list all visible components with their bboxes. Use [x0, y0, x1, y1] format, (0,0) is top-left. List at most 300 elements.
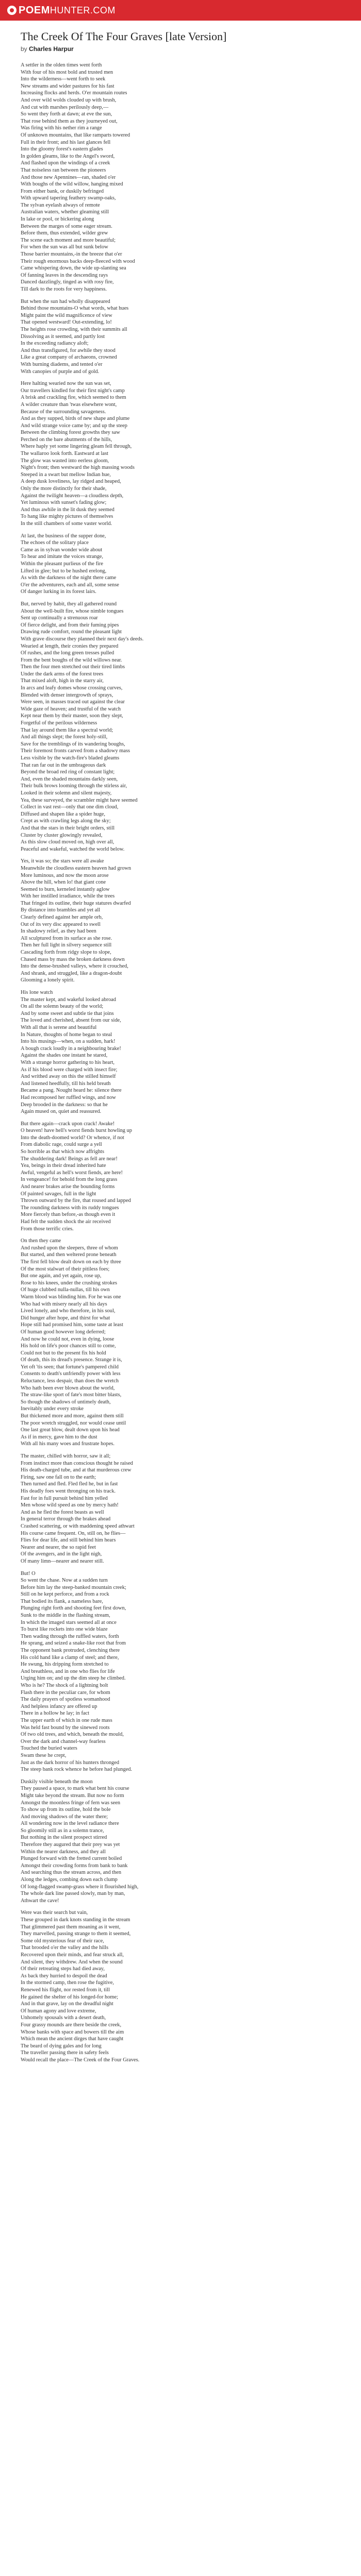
poem-line: Who is he? The shock of a lightning bolt — [21, 1683, 108, 1688]
poem-line: The sylvan eyelash always of remote — [21, 202, 100, 208]
poem-line: More fiercely than before,-as though even it — [21, 1212, 116, 1218]
poem-line: Of two old trees, and which, beneath the mould, — [21, 1732, 124, 1738]
poem-line: From those terrific cries. — [21, 1226, 74, 1232]
poem-line: Came as in sylvan wonder wide about — [21, 547, 103, 553]
poem-line: That ran far out in the umbrageous dark — [21, 762, 106, 768]
poem-line: Were seen, in masses traced out against the clear — [21, 699, 125, 705]
poem-line: Clearly defined against her ample orb, — [21, 914, 103, 921]
poem-line: Of unknown mountains, that like ramparts towered — [21, 132, 130, 138]
poem-line: The master, chilled with horror, saw it all; — [21, 1453, 111, 1459]
poem-line: With burning diadems, and tented o'er — [21, 361, 103, 367]
poem-line: Forgetful of the perilous wilderness — [21, 720, 97, 726]
poem-line: In general terror through the brakes ahead — [21, 1516, 111, 1522]
poem-line: Behind those mountains-O what words, what hues — [21, 306, 129, 312]
poem-line: Of huge clubbed nulla-nullas, till his own — [21, 1287, 110, 1293]
poem-line: As if in mercy, gave him to the dust — [21, 1434, 97, 1440]
poem-line: Fast for in full pursuit behind him yelled — [21, 1495, 108, 1501]
poem-line: On then they came — [21, 1238, 61, 1244]
poem-line: Amongst their crowding forms from bank to bank — [21, 1862, 128, 1869]
poem-line: He sprang, and seized a snake-like root that from — [21, 1640, 126, 1647]
poem-line: In golden gleams, like to the Angel's sword, — [21, 153, 115, 159]
stanza — [21, 1453, 340, 1565]
poem-line: But nothing in the silent prospect stirred — [21, 1835, 107, 1841]
site-logo[interactable] — [7, 5, 116, 16]
poem-line: Just as the dark horror of his hunters thronged — [21, 1759, 120, 1766]
poem-line: And moving shadows of the water there; — [21, 1814, 108, 1820]
poem-line: Increasing flocks and herds. O'er mountain routes — [21, 90, 127, 96]
poem-line: They marvelled, passing strange to them it seemed, — [21, 1931, 131, 1937]
poem-line: Who had with misery nearly all his days — [21, 1301, 107, 1307]
poem-line: In shadowy relief, as they had been — [21, 928, 96, 935]
logo-tld-text: HUNTER.COM — [50, 5, 116, 15]
poem-line: Into the wilderness—went forth to seek — [21, 76, 106, 82]
poem-line: From the bent boughs of the wild willows near. — [21, 657, 122, 663]
poem-line: And breathless, and in one who flies for life — [21, 1668, 115, 1674]
poem-line: But, nerved by habit, they all gathered round — [21, 601, 117, 607]
poem-line: So gloomily still as in a solemn trance, — [21, 1827, 104, 1834]
poem-line: Wide gaze of heaven; and trustful of the watch — [21, 706, 121, 712]
poem-line: Diffused and shapen like a spider huge, — [21, 811, 105, 817]
site-header — [0, 0, 361, 21]
stanza — [21, 1238, 340, 1448]
poem-line: Glooming a lonely spirit. — [21, 977, 75, 984]
poem-line: As with the darkness of the night there came — [21, 575, 117, 581]
poem-line: Sent up continually a strenuous roar — [21, 615, 98, 621]
poem-line: Came whispering down, the wide up-slanting sea — [21, 265, 126, 272]
poem-line: The upper earth of which in one rude mass — [21, 1717, 112, 1723]
poem-line: But started, and then weltered prone beneath — [21, 1252, 117, 1258]
poem-line: Were was their search but vain, — [21, 1910, 88, 1916]
poem-line: Plunged forward with the fretted current boiled — [21, 1856, 122, 1862]
poem-line: Then turned and fled. Fled fled he, but in fast — [21, 1481, 118, 1487]
poem-line: So horrible as that which now affrights — [21, 1149, 104, 1155]
poem-line: Renewed his flight, nor rested from it, till — [21, 1987, 110, 1993]
poem-line: New streams and wider pastures for his fast — [21, 83, 114, 89]
poem-line: Then her full light in silvery sequence still — [21, 942, 112, 948]
poem-line: Because of the surrounding savageness. — [21, 409, 106, 415]
poem-line: Of the avengers, and in the light nigh, — [21, 1551, 102, 1557]
poem-line: Would recall the place—The Creek of the Four Graves. — [21, 2057, 140, 2063]
poem-line: Under the dark arms of the forest trees — [21, 671, 104, 677]
poem-line: And searching thus the stream across, and then — [21, 1870, 122, 1876]
poem-line: With grave discourse they planned their next day's deeds. — [21, 636, 144, 642]
poem-line: And flashed upon the windings of a creek — [21, 160, 110, 166]
poem-line: Thrown outward by the fire, that roused and lapped — [21, 1198, 131, 1204]
poem-line: Touched the buried waters — [21, 1745, 77, 1752]
poem-line: In arcs and leafy domes whose crossing curves, — [21, 685, 123, 691]
poem-line: Could not but to the present fix his hold — [21, 1350, 106, 1356]
poem-line: O'er the adventurers, each and all, some sense — [21, 582, 119, 588]
poem-line: And by some sweet and subtle tie that joins — [21, 1010, 114, 1016]
poem-line: Looked in their solemn and silent majesty, — [21, 790, 112, 796]
poem-line: And as they supped, birds of new shape and plume — [21, 416, 130, 422]
poem-line: Less visible by the watch-fire's bladed gleams — [21, 755, 120, 761]
poem-line: Of human agony and love extreme, — [21, 2008, 96, 2014]
poem-line: Night's front; then westward the high massing woods — [21, 465, 135, 471]
poem-line: From either bank, or duskily befringed — [21, 188, 104, 194]
poem-line: As back they hurried to despoil the dead — [21, 1973, 107, 1979]
poem-line: With all his many woes and frustrate hopes. — [21, 1441, 114, 1447]
poem-line: Collect in vast rest—only that one dim cloud, — [21, 804, 119, 810]
poem-line: Till dark to the roots for very happiness. — [21, 286, 107, 292]
poem-line: Became a pang. Nought heard he: silence there — [21, 1088, 122, 1094]
poem-line: The steep bank rock whence he before had plunged. — [21, 1767, 133, 1773]
poem-line: His lone watch — [21, 990, 53, 995]
poem-line: In lake or pool, or bickering along — [21, 216, 94, 223]
poem-line: Cascading forth from ridgy slope to slope, — [21, 950, 111, 956]
poem-line: The beard of dying gales and for long — [21, 2043, 102, 2049]
poem-line: One last great blow, dealt down upon his head — [21, 1427, 120, 1433]
poem-line: The straw-like sport of fate's most bitter blasts, — [21, 1392, 122, 1398]
poem-author[interactable]: Charles Harpur — [29, 45, 74, 53]
poem-line: That opened westward! Out-extending, lo! — [21, 319, 112, 326]
poem-line: Of painted savages, full in the light — [21, 1191, 96, 1197]
poem-line: In the exceeding radiancy aloft; — [21, 341, 89, 347]
poem-line: So went the chase. Now at a sudden turn — [21, 1578, 108, 1584]
poem-line: Again mused on, quiet and reassured. — [21, 1109, 102, 1115]
poem-line: That brooded o'er the valley and the hills — [21, 1945, 109, 1951]
poem-line: The shuddering dark! Beings as fell are near! — [21, 1156, 118, 1162]
poem-line: Blended with denser intergrowth of sprays, — [21, 692, 113, 698]
poem-line: But thickened more and more, against them still — [21, 1413, 124, 1419]
poem-line: The echoes of the solitary place — [21, 540, 89, 546]
poem-line: Yet oft 'tis seen; that fortune's pampered child — [21, 1364, 119, 1370]
poem-line: In vengeance! for behold from the long grass — [21, 1177, 118, 1183]
poem-line: Rose to his knees, under the crushing strokes — [21, 1280, 118, 1286]
stanza — [21, 601, 340, 853]
poem-line: And over wild wolds clouded up with brush, — [21, 97, 117, 103]
poem-line: And as he fled the forest beasts as well — [21, 1509, 104, 1515]
poem-line: Only the more distinctly for their shade, — [21, 486, 107, 492]
poem-line: Between the climbing forest growths they saw — [21, 430, 120, 436]
poem-line: To show up from its outline, hold the bole — [21, 1807, 111, 1813]
poem-line: Crashed scattering, or with maddening speed athwart — [21, 1523, 135, 1529]
poem-line: The master kept, and wakeful looked abroad — [21, 996, 116, 1003]
poem-line: The traveller passing there in safety feels — [21, 2050, 109, 2056]
poem-line: And thus transfigured, for awhile they stood — [21, 347, 116, 353]
poem-line: Within the pleasant purlieus of the fire — [21, 561, 104, 567]
poem-line: Meanwhile the cloudless eastern heaven had grown — [21, 865, 132, 871]
poem-line: Then wading through the ruffled waters, forth — [21, 1633, 119, 1639]
poem-line: In Nature, thoughts of home began to steal — [21, 1031, 112, 1038]
poem-line: Did hunger after hope, and thirst for what — [21, 1315, 110, 1321]
poem-line: Over the dark and channel-way fearless — [21, 1738, 106, 1744]
poem-line: Against the shades one instant he stared, — [21, 1053, 108, 1059]
poem-line: His course came frequent. On, still on, he flies— — [21, 1530, 126, 1536]
poem-line: With upward tapering feathery swamp-oaks, — [21, 195, 116, 201]
poem-line: Sunk to the middle in the flashing stream, — [21, 1613, 110, 1619]
poem-line: With four of his most bold and trusted men — [21, 69, 113, 75]
poem-line: Of long-flagged swamp-grass where it flourished high, — [21, 1884, 139, 1890]
poem-line: Those barrier mountains,-in the breeze that o'er — [21, 251, 122, 258]
stanza — [21, 989, 340, 1115]
poem-line: Steeped in a swart but mellow Indian hue, — [21, 471, 111, 478]
poem-line: In the stormed camp, then rose the fugitive, — [21, 1980, 114, 1986]
poem-line: Lifted in glee; but to be hushed erelong, — [21, 568, 107, 574]
poem-line: Wearied at length, their cronies they prepared — [21, 643, 119, 649]
poem-line: With her instilled irradiance, while the trees — [21, 893, 115, 900]
poem-line: With canopies of purple and of gold. — [21, 368, 100, 375]
poem-line: Peaceful and wakeful, watched the world below. — [21, 846, 125, 852]
poem-line: And helpless infancy are offered up — [21, 1703, 97, 1709]
poem-line: Some old mysterious fear of their race, — [21, 1938, 104, 1944]
poem-line: Australian waters, whether gleaming still — [21, 209, 109, 215]
poem-line: And listened heedfully, till his held breath — [21, 1080, 111, 1087]
poem-line: Cluster by cluster glowingly revealed, — [21, 832, 103, 838]
poem-line: That glimmered past them moaning as it went, — [21, 1924, 121, 1930]
poem-line: The heights rose crowding, with their summits all — [21, 326, 127, 332]
poem-line: Lived lonely, and who therefore, in his soul, — [21, 1308, 116, 1314]
poem-line: In which the imaged stars seemed all at once — [21, 1619, 117, 1625]
poem-line: Of rushes, and the long green tresses pulled — [21, 650, 114, 656]
poem-line: A bough crack loudly in a neighbouring brake! — [21, 1045, 121, 1052]
stanza — [21, 1778, 340, 1905]
poem-line: The first fell blow dealt down on each by three — [21, 1259, 121, 1265]
poem-line: Yea, beings in their dread inherited hate — [21, 1163, 106, 1169]
poem-line: There in a hollow he lay; in fact — [21, 1710, 90, 1717]
poem-title: The Creek Of The Four Graves [late Version] — [21, 30, 227, 43]
poem-line: Whose banks with space and bowers till the aim — [21, 2029, 124, 2035]
poem-line: Therefore they augured that their prey was yet — [21, 1842, 120, 1848]
poem-line: Still on he kept perforce, and from a rock — [21, 1591, 109, 1598]
stanza — [21, 1121, 340, 1233]
poem-line: With boughs of the wild willow, hanging mixed — [21, 181, 123, 188]
stanza — [21, 298, 340, 376]
poem-line: These grouped in dark knots standing in the stream — [21, 1917, 130, 1923]
poem-line: Might paint the wild magnificence of view — [21, 312, 112, 318]
poem-line: In the still chambers of some vaster world. — [21, 521, 112, 527]
poem-line: Of death, this its dread's presence. Strange it is, — [21, 1357, 122, 1363]
poem-line: Nearer and nearer, the so rapid feet — [21, 1544, 96, 1550]
poem-line: Danced dazzlingly, tinged as with rosy fire, — [21, 279, 114, 285]
poem-line: The poor wretch struggled, nor would cease until — [21, 1420, 126, 1426]
poem-line: The loved and cherished, absent from our side, — [21, 1018, 121, 1024]
poem-line: And nearer brakes arise the bounding forms — [21, 1184, 115, 1190]
poem-line: His hold on life's poor chances still to come, — [21, 1343, 116, 1349]
poem-line: Before him lay the steep-banked mountain creek; — [21, 1584, 126, 1590]
poem-line: And wild strange voice came by; and up the steep — [21, 422, 127, 429]
poem-line: By distance into brambles and yet all — [21, 907, 101, 913]
poem-line: At last, the business of the supper done, — [21, 533, 106, 539]
poem-line: And, even the shaded mountains darkly seen, — [21, 776, 118, 782]
poem-line: Crept as with crawling legs along the sky; — [21, 818, 111, 824]
poem-line: Athwart the cave! — [21, 1897, 59, 1904]
poem-line: Was firing with his nether rim a range — [21, 125, 102, 131]
stanza — [21, 62, 340, 293]
poem-line: Who hath been ever blown about the world, — [21, 1385, 115, 1391]
poem-line: To burst like rockets into one wide blaze — [21, 1626, 108, 1633]
poem-line: To hear and imitate the voices strange, — [21, 554, 103, 560]
poem-line: His cold hand like a clamp of steel; and there, — [21, 1654, 119, 1660]
poem-line: Might take beyond the stream. But now no form — [21, 1792, 124, 1799]
poem-line: Unhomely spousals with a desert death, — [21, 2015, 106, 2021]
poem-line: Their bulk brows looming through the stirless air, — [21, 783, 127, 789]
poem-line: Flash there in the peculiar care, for whom — [21, 1689, 110, 1696]
poem-line: So though the shadows of untimely death, — [21, 1399, 111, 1405]
poem-line: And all things slept; the forest holy-still, — [21, 734, 108, 740]
byline-prefix: by — [21, 45, 27, 53]
poem-line: Like a great company of archaeons, crowned — [21, 354, 117, 361]
logo-icon — [7, 6, 17, 15]
poem-line: And now he could not, even in dying, loose — [21, 1336, 114, 1342]
poem-line: That fringed its outline, their huge statures dwarfed — [21, 900, 131, 906]
poem-line: He swung, his dripping form stretched to — [21, 1662, 109, 1668]
poem-line: Into the gloomy forest's eastern glades — [21, 146, 103, 152]
poem-line: That noiseless ran between the pioneers — [21, 167, 106, 173]
poem-line: Of human good however long deferred; — [21, 1329, 106, 1335]
poem-line: He gained the shelter of his longed-for home; — [21, 1994, 118, 2000]
poem-line: Recovered upon their minds, and fear struck all, — [21, 1952, 124, 1958]
poem-line: The glow was wasted into eerless gloom, — [21, 457, 109, 464]
stanza — [21, 533, 340, 596]
poem-line: His deadly foes went thronging on his track. — [21, 1488, 116, 1494]
poem-line: And that the stars in their bright orders, still — [21, 825, 115, 831]
poem-line: Into his musings—when, on a sudden, hark! — [21, 1039, 116, 1045]
poem-line: Hope still had promised him, some taste at least — [21, 1322, 123, 1328]
poem-line: Drawing rude comfort, round the pleasant light — [21, 629, 122, 635]
poem-line: On all the solemn beauty of the world; — [21, 1004, 104, 1010]
poem-line: Along the ledges, combing down each clump — [21, 1877, 118, 1883]
poem-line: Urging him on; and up the dim steep he climbed. — [21, 1675, 126, 1682]
poem-line: As if his blood were charged with insect fire; — [21, 1066, 118, 1073]
poem-byline — [21, 45, 340, 53]
poem-content — [0, 21, 361, 2063]
poem-line: And cut with marshes perilously deep,— — [21, 104, 109, 110]
poem-line: Deep brooded in the darkness: so that he — [21, 1101, 108, 1108]
poem-line: About the well-built fire, whose nimble tongues — [21, 608, 124, 614]
poem-line: Consents to death's unfriendly power with less — [21, 1371, 121, 1377]
poem-line: A brisk and crackling fire, which seemed to them — [21, 395, 126, 401]
poem-line: Within the nearer darkness, and they all — [21, 1849, 106, 1855]
poem-line: Of the most stalwart of their pitiless foes; — [21, 1266, 110, 1272]
poem-line: And in that grave, lay on the dreadful night — [21, 2001, 113, 2007]
stanza — [21, 1570, 340, 1773]
poem-line: That bodied its flank, a nameless bare, — [21, 1598, 103, 1604]
poem-line: Out of its very disc appeared to swell — [21, 921, 101, 927]
poem-line: Amongst the moonless fringe of fern was seen — [21, 1800, 121, 1806]
poem-line: Inevitably under every stroke — [21, 1406, 84, 1412]
poem-line: Seemed to burn, kerneled instantly aglow — [21, 886, 110, 892]
poem-line: They paused a space, to mark what bent his course — [21, 1786, 129, 1792]
poem-line: Against the twilight heaven—a cloudless depth, — [21, 493, 124, 499]
poem-line: And thus awhile in the lit dusk they seemed — [21, 506, 114, 513]
poem-line: The rounding darkness with its ruddy tongues — [21, 1205, 119, 1211]
poem-line: The whole dark line passed slowly, man by man, — [21, 1891, 125, 1897]
poem-line: Was held fast bound by the sinewed roots — [21, 1724, 110, 1731]
stanza — [21, 858, 340, 984]
poem-line: The opponent bank protruded, clenching there — [21, 1648, 120, 1654]
poem-line: And writhed away on this the stilled himself — [21, 1074, 116, 1080]
poem-line: Chased mass by mass the broken darkness down — [21, 956, 125, 962]
poem-line: Full in their front; and his last glances fell — [21, 139, 111, 145]
poem-line: Reluctance, less despair, than does the wretch — [21, 1378, 119, 1384]
poem-line: Between the marges of some eager stream. — [21, 223, 112, 229]
poem-line: Awful, vengeful as hell's worst fiends, are here! — [21, 1170, 123, 1176]
poem-line: Duskily visible beneath the moon — [21, 1778, 93, 1785]
poem-line: Beyond the broad red ring of constant light; — [21, 769, 115, 775]
poem-line: A wilder creature than 'twas elsewhere wont, — [21, 401, 117, 408]
poem-line: But! O — [21, 1570, 36, 1577]
poem-line: Our travellers kindled for their first night's camp — [21, 387, 125, 394]
poem-line: With a strange horror gathering to his heart, — [21, 1059, 114, 1065]
poem-line: And rushed upon the sleepers, three of whom — [21, 1245, 118, 1251]
poem-line: Firing, saw one fall on to the earth; — [21, 1474, 96, 1480]
poem-line: Then the four men stretched out their tired limbs — [21, 664, 125, 670]
stanza — [21, 380, 340, 527]
poem-line: Had recomposed her ruffled wings, and now — [21, 1094, 116, 1100]
poem-line: Into the dense-brushed valleys, where it crouched, — [21, 963, 128, 970]
poem-line: Here halting wearied now the sun was set, — [21, 381, 111, 387]
poem-line: So went they forth at dawn; at eve the sun, — [21, 111, 112, 117]
poem-line: With all that is serene and beautiful — [21, 1024, 97, 1030]
poem-line: Of fierce delight, and from their fuming pipes — [21, 622, 119, 628]
poem-line: A deep dusk loveliness, lay ridged and heaped, — [21, 479, 121, 485]
logo-main-text: POEM — [19, 4, 50, 16]
poem-line: Men whose wild speed as one by mercy hath! — [21, 1502, 119, 1509]
poem-line: Their rough enormous backs deep-fleeced with wood — [21, 258, 135, 264]
poem-line: More luminous, and now the moon arose — [21, 872, 109, 878]
poem-line: Where haply yet some lingering gleam fell through, — [21, 444, 132, 450]
poem-line: From instinct more than conscious thought he raised — [21, 1460, 133, 1466]
poem-line: Warm blood was blinding him. For he was one — [21, 1294, 121, 1300]
poem-line: From diabolic rage, could surge a yell — [21, 1142, 102, 1148]
poem-line: Dissolving as it seemed, and partly lost — [21, 333, 105, 340]
poem-line: But there again—crack upon crack! Awake! — [21, 1121, 115, 1127]
poem-line: But one again, and yet again, rose up, — [21, 1273, 102, 1279]
poem-line: The daily prayers of spotless womanhood — [21, 1697, 110, 1703]
stanza — [21, 1909, 340, 2063]
poem-line: That lay around them like a spectral world; — [21, 727, 113, 733]
poem-line: Plunging right forth and shooting feet first down, — [21, 1605, 126, 1612]
poem-line: Yea, these surveyed, the scrambler might have seemed — [21, 797, 138, 803]
poem-line: Had felt the sudden shock the air received — [21, 1219, 111, 1225]
poem-line: Before them, thus extended, wilder grew — [21, 230, 108, 236]
poem-line: Yet luminous with sunset's fading glow; — [21, 500, 107, 506]
poem-line: Of fanning leaves in the descending rays — [21, 272, 108, 278]
poem-line: Swam these he crept, — [21, 1752, 67, 1758]
poem-line: The wallaroo look forth. Eastward at last — [21, 451, 108, 457]
poem-line: Flies for dear life, and still behind him hears — [21, 1537, 116, 1544]
poem-line: Which mean the ancient dirges that have caught — [21, 2036, 124, 2042]
poem-line: That rose behind them as they journeyed out, — [21, 118, 118, 124]
poem-line: Above the hill, when lo! that giant cone — [21, 879, 106, 886]
poem-line: And silent, they withdrew. And when the sound — [21, 1959, 123, 1965]
poem-line: Their foremost fronts carved from a shadowy mass — [21, 748, 130, 754]
poem-line: All wondering now in the level radiance there — [21, 1821, 119, 1827]
poem-line: The scene each moment and more beautiful; — [21, 237, 116, 243]
poem-body — [21, 62, 340, 2063]
poem-line: But when the sun had wholly disappeared — [21, 298, 110, 304]
poem-line: Kept near them by their master, soon they slept, — [21, 713, 123, 719]
poem-line: His death-charged tube, and at that murderous crew — [21, 1467, 132, 1473]
poem-line: As this slow cloud moved on, high over all, — [21, 839, 114, 845]
poem-line: Of their retreating steps had died away, — [21, 1966, 105, 1972]
poem-line: For when the sun was all but sunk below — [21, 244, 108, 250]
poem-line: Perched on the bare abutments of the hills, — [21, 436, 112, 443]
poem-line: O heaven! have hell's worst fiends burst howling up — [21, 1128, 132, 1134]
poem-line: And those new Apennines—ran, shaded o'er — [21, 174, 116, 180]
poem-line: Save for the tremblings of its wandering boughs, — [21, 741, 125, 747]
poem-line: All sculptured from its surface as she rose. — [21, 935, 112, 941]
poem-line: Four grassy mounds are there beside the creek, — [21, 2022, 122, 2028]
poem-line: Yes, it was so; the stars were all awake — [21, 858, 104, 865]
poem-line: And shrank, and struggled, like a dragon-doubt — [21, 970, 122, 976]
poem-line: Into the death-doomed world? Or whence, if not — [21, 1134, 124, 1141]
poem-line: Of danger lurking in its forest lairs. — [21, 589, 96, 595]
poem-line: A settler in the olden times went forth — [21, 62, 102, 68]
poem-line: Of many limn—nearer and nearer still. — [21, 1558, 104, 1564]
poem-line: To hang like mighty pictures of themselves — [21, 514, 113, 520]
